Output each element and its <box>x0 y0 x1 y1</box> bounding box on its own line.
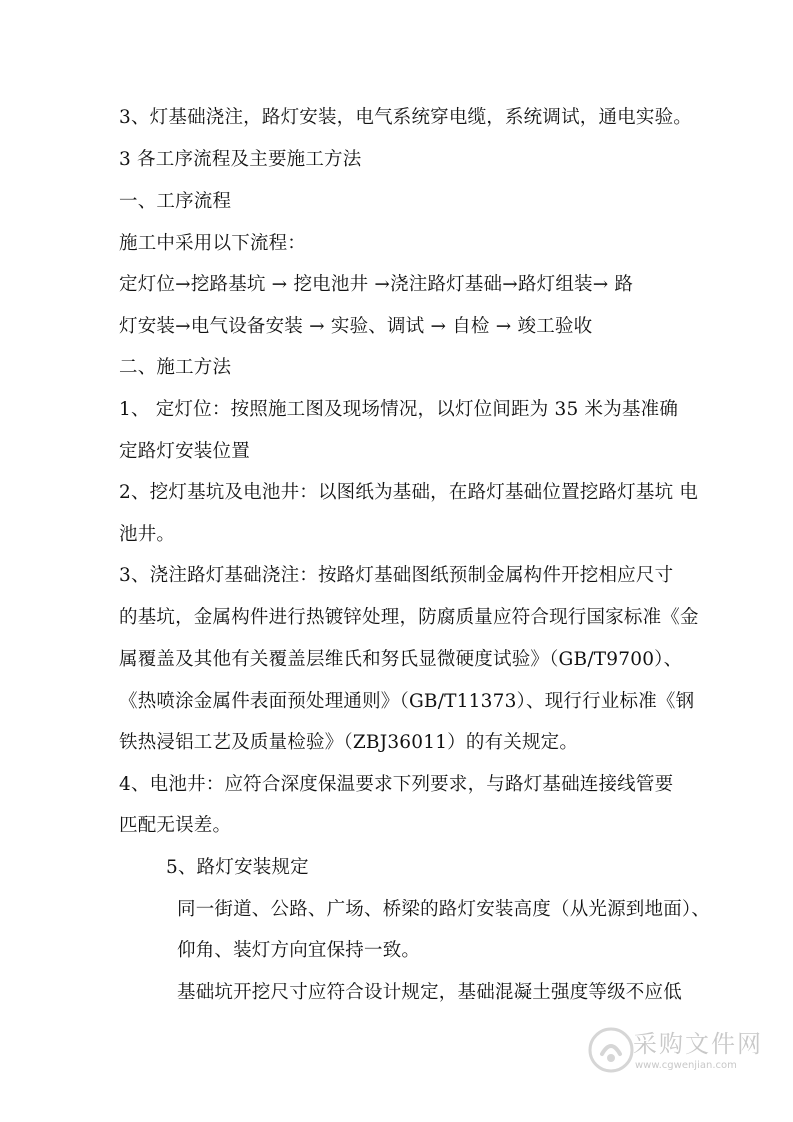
subsection-heading: 5、路灯安装规定 <box>166 857 309 878</box>
text-line: 同一街道、公路、广场、桥梁的路灯安装高度（从光源到地面）、 <box>177 899 711 920</box>
text-line: 属覆盖及其他有关覆盖层维氏和努氏显微硬度试验》（GB/T9700）、 <box>119 649 683 670</box>
watermark-title: 采购文件网 <box>633 1030 763 1058</box>
process-flow-line: 定灯位→挖路基坑 → 挖电池井 →浇注路灯基础→路灯组装→ 路 <box>119 274 634 295</box>
text-line: 池井。 <box>119 524 176 545</box>
watermark-logo-icon <box>585 1024 637 1076</box>
text-line: 4、电池井：应符合深度保温要求下列要求，与路灯基础连接线管要 <box>119 774 674 795</box>
text-line: 《热喷涂金属件表面预处理通则》（GB/T11373）、现行行业标准《钢 <box>119 691 695 712</box>
text-line: 匹配无误差。 <box>119 815 232 836</box>
subsection-heading: 一、工序流程 <box>119 191 232 212</box>
text-line: 施工中采用以下流程： <box>119 233 307 254</box>
text-line: 铁热浸铝工艺及质量检验》（ZBJ36011）的有关规定。 <box>119 732 579 753</box>
text-line: 1、 定灯位：按照施工图及现场情况，以灯位间距为 35 米为基准确 <box>119 399 679 420</box>
watermark-url: www.cgwenjian.com <box>635 1060 737 1071</box>
text-line: 定路灯安装位置 <box>119 441 250 462</box>
text-line: 3、浇注路灯基础浇注：按路灯基础图纸预制金属构件开挖相应尺寸 <box>119 565 674 586</box>
text-line: 基础坑开挖尺寸应符合设计规定，基础混凝土强度等级不应低 <box>177 982 682 1003</box>
text-line: 3、灯基础浇注，路灯安装，电气系统穿电缆，系统调试，通电实验。 <box>119 107 692 128</box>
subsection-heading: 二、施工方法 <box>119 357 232 378</box>
watermark <box>585 1022 765 1082</box>
section-heading: 3 各工序流程及主要施工方法 <box>119 149 362 170</box>
text-line: 仰角、装灯方向宜保持一致。 <box>177 940 421 961</box>
process-flow-line: 灯安装→电气设备安装 → 实验、调试 → 自检 → 竣工验收 <box>119 316 593 337</box>
text-line: 的基坑，金属构件进行热镀锌处理，防腐质量应符合现行国家标准《金 <box>119 607 699 628</box>
text-line: 2、挖灯基坑及电池井：以图纸为基础，在路灯基础位置挖路灯基坑 电 <box>119 482 699 503</box>
